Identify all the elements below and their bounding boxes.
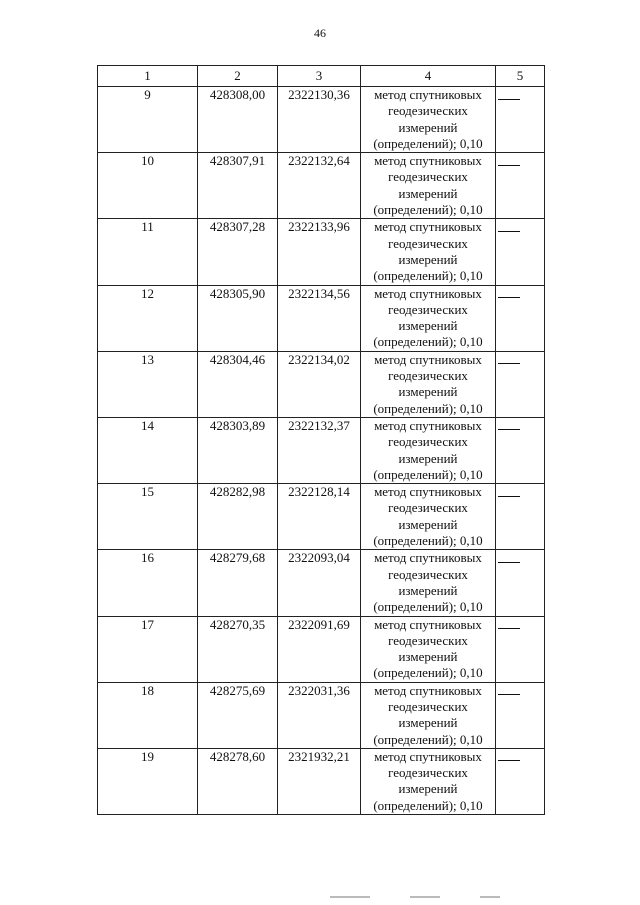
x-coordinate-cell: 428270,35 bbox=[198, 616, 278, 682]
dash-mark bbox=[498, 562, 520, 563]
y-coordinate-cell: 2322133,96 bbox=[278, 219, 361, 285]
dash-mark bbox=[498, 297, 520, 298]
y-coordinate-cell: 2322130,36 bbox=[278, 87, 361, 153]
method-cell: метод спутниковых геодезических измерений (определений); 0,10 bbox=[361, 550, 496, 616]
table-body bbox=[98, 87, 545, 815]
method-cell: метод спутниковых геодезических измерений (определений); 0,10 bbox=[361, 87, 496, 153]
method-cell: метод спутниковых геодезических измерений (определений); 0,10 bbox=[361, 616, 496, 682]
y-coordinate-cell: 2322132,64 bbox=[278, 153, 361, 219]
point-number-cell: 15 bbox=[98, 484, 198, 550]
header-cell: 2 bbox=[198, 66, 278, 87]
scan-artifact bbox=[330, 896, 530, 898]
page-number: 46 bbox=[314, 26, 326, 40]
x-coordinate-cell: 428278,60 bbox=[198, 748, 278, 814]
header-row bbox=[98, 66, 545, 87]
table-row bbox=[98, 748, 545, 814]
y-coordinate-cell: 2321932,21 bbox=[278, 748, 361, 814]
header-cell: 3 bbox=[278, 66, 361, 87]
note-cell bbox=[496, 87, 545, 153]
table-row bbox=[98, 285, 545, 351]
table-row bbox=[98, 616, 545, 682]
method-cell: метод спутниковых геодезических измерений (определений); 0,10 bbox=[361, 484, 496, 550]
point-number-cell: 19 bbox=[98, 748, 198, 814]
x-coordinate-cell: 428307,28 bbox=[198, 219, 278, 285]
note-cell bbox=[496, 484, 545, 550]
x-coordinate-cell: 428304,46 bbox=[198, 351, 278, 417]
dash-mark bbox=[498, 363, 520, 364]
y-coordinate-cell: 2322091,69 bbox=[278, 616, 361, 682]
table-row bbox=[98, 87, 545, 153]
coordinates-table bbox=[97, 65, 545, 815]
header-cell: 1 bbox=[98, 66, 198, 87]
method-cell: метод спутниковых геодезических измерений (определений); 0,10 bbox=[361, 285, 496, 351]
header-cell: 5 bbox=[496, 66, 545, 87]
note-cell bbox=[496, 748, 545, 814]
y-coordinate-cell: 2322128,14 bbox=[278, 484, 361, 550]
header-cell: 4 bbox=[361, 66, 496, 87]
point-number-cell: 16 bbox=[98, 550, 198, 616]
x-coordinate-cell: 428282,98 bbox=[198, 484, 278, 550]
dash-mark bbox=[498, 99, 520, 100]
point-number-cell: 18 bbox=[98, 682, 198, 748]
note-cell bbox=[496, 285, 545, 351]
x-coordinate-cell: 428275,69 bbox=[198, 682, 278, 748]
x-coordinate-cell: 428305,90 bbox=[198, 285, 278, 351]
y-coordinate-cell: 2322093,04 bbox=[278, 550, 361, 616]
table-row bbox=[98, 682, 545, 748]
table-row bbox=[98, 550, 545, 616]
dash-mark bbox=[498, 165, 520, 166]
note-cell bbox=[496, 351, 545, 417]
method-cell: метод спутниковых геодезических измерений (определений); 0,10 bbox=[361, 748, 496, 814]
x-coordinate-cell: 428308,00 bbox=[198, 87, 278, 153]
dash-mark bbox=[498, 760, 520, 761]
dash-mark bbox=[498, 694, 520, 695]
note-cell bbox=[496, 550, 545, 616]
note-cell bbox=[496, 219, 545, 285]
x-coordinate-cell: 428279,68 bbox=[198, 550, 278, 616]
x-coordinate-cell: 428303,89 bbox=[198, 417, 278, 483]
point-number-cell: 17 bbox=[98, 616, 198, 682]
method-cell: метод спутниковых геодезических измерений (определений); 0,10 bbox=[361, 417, 496, 483]
table-row bbox=[98, 351, 545, 417]
dash-mark bbox=[498, 231, 520, 232]
y-coordinate-cell: 2322134,02 bbox=[278, 351, 361, 417]
method-cell: метод спутниковых геодезических измерений (определений); 0,10 bbox=[361, 153, 496, 219]
table-row bbox=[98, 417, 545, 483]
table-row bbox=[98, 219, 545, 285]
note-cell bbox=[496, 616, 545, 682]
point-number-cell: 13 bbox=[98, 351, 198, 417]
dash-mark bbox=[498, 628, 520, 629]
method-cell: метод спутниковых геодезических измерений (определений); 0,10 bbox=[361, 219, 496, 285]
y-coordinate-cell: 2322132,37 bbox=[278, 417, 361, 483]
point-number-cell: 10 bbox=[98, 153, 198, 219]
table-row bbox=[98, 153, 545, 219]
point-number-cell: 9 bbox=[98, 87, 198, 153]
note-cell bbox=[496, 417, 545, 483]
x-coordinate-cell: 428307,91 bbox=[198, 153, 278, 219]
dash-mark bbox=[498, 496, 520, 497]
method-cell: метод спутниковых геодезических измерений (определений); 0,10 bbox=[361, 351, 496, 417]
y-coordinate-cell: 2322031,36 bbox=[278, 682, 361, 748]
point-number-cell: 11 bbox=[98, 219, 198, 285]
note-cell bbox=[496, 153, 545, 219]
dash-mark bbox=[498, 429, 520, 430]
note-cell bbox=[496, 682, 545, 748]
point-number-cell: 12 bbox=[98, 285, 198, 351]
point-number-cell: 14 bbox=[98, 417, 198, 483]
method-cell: метод спутниковых геодезических измерений (определений); 0,10 bbox=[361, 682, 496, 748]
table-row bbox=[98, 484, 545, 550]
y-coordinate-cell: 2322134,56 bbox=[278, 285, 361, 351]
